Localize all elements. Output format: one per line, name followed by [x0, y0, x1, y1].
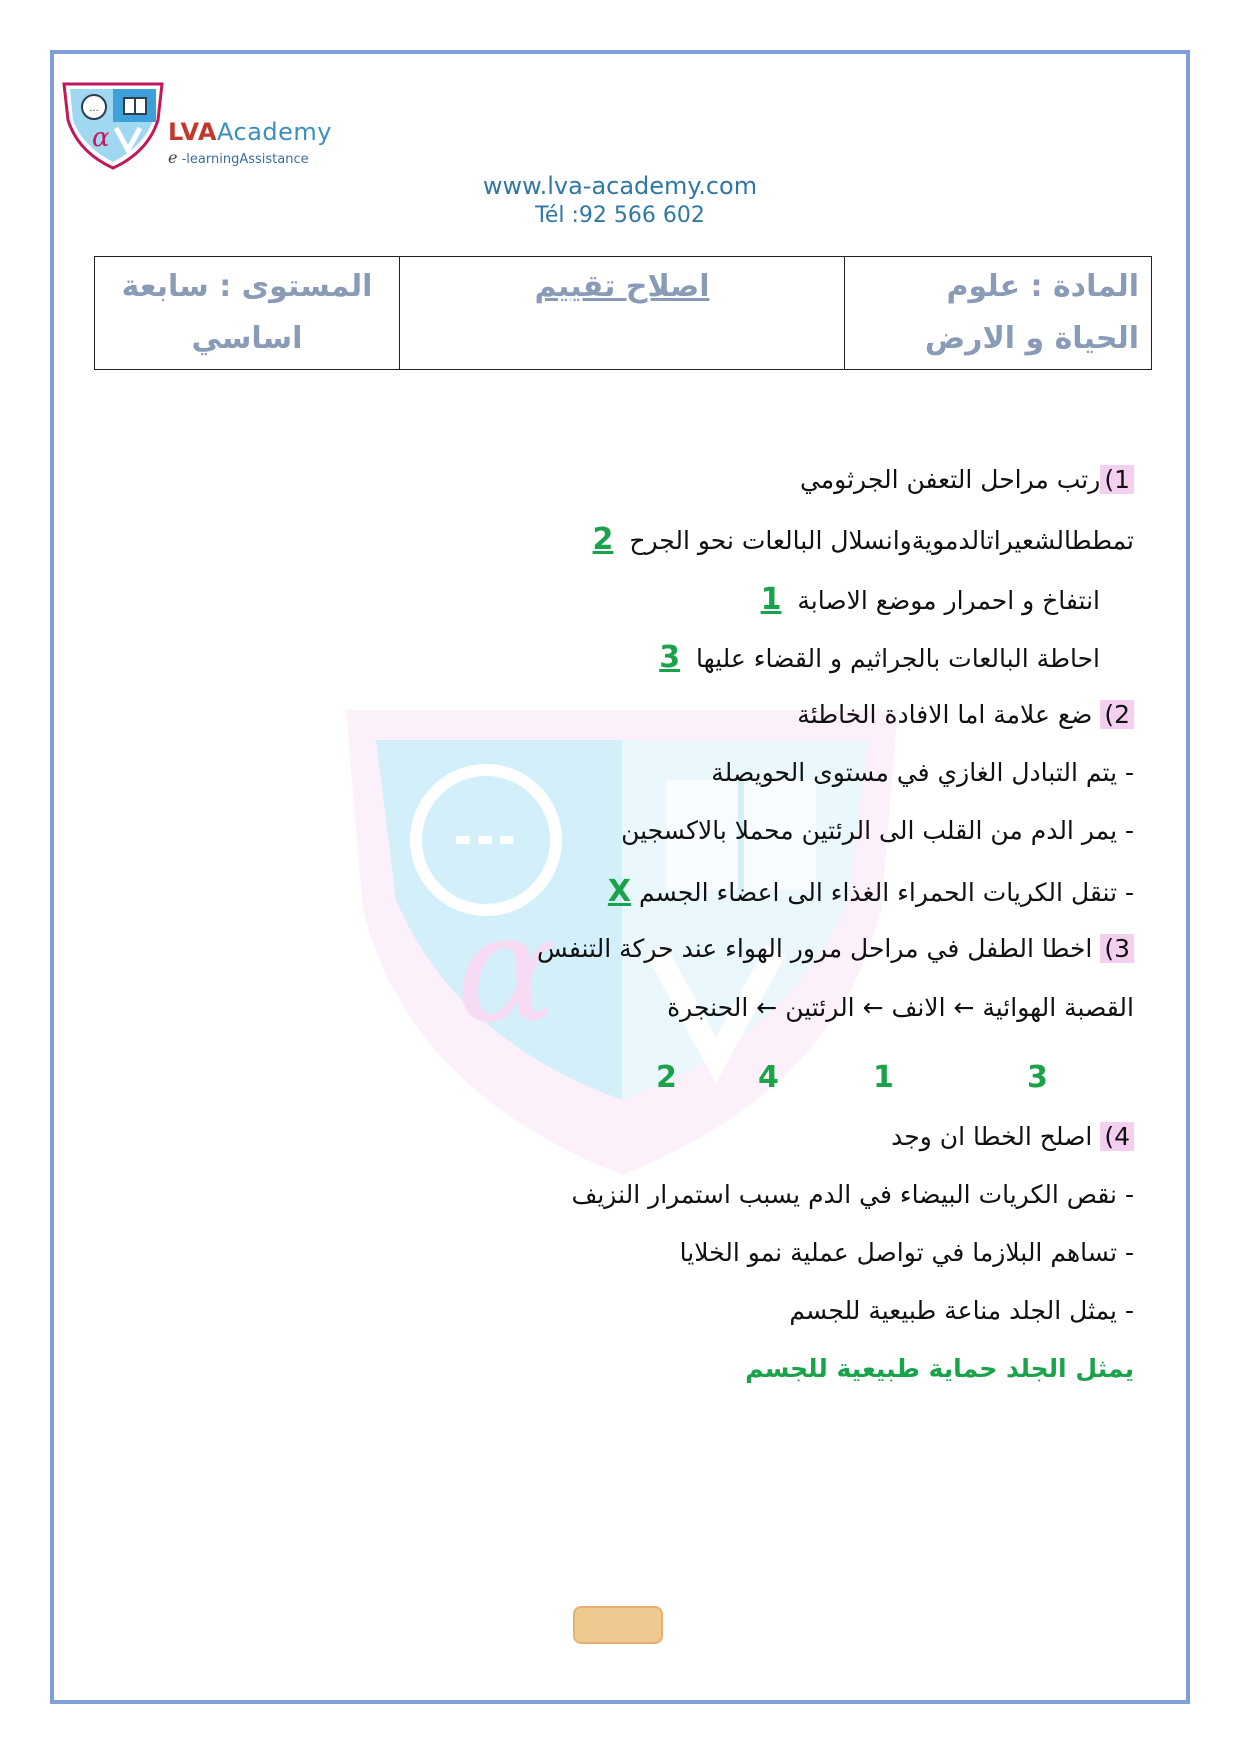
q2-item: - يتم التبادل الغازي في مستوى الحويصلة — [711, 758, 1134, 787]
q1-heading: 1)رتب مراحل التعفن الجرثومي — [800, 465, 1134, 494]
q1-answer: 2 — [592, 522, 614, 557]
page-title: اصلاح تقييم — [534, 269, 710, 304]
q1-item: انتفاخ و احمرار موضع الاصابة 1 — [760, 582, 1100, 617]
q3-order-number: 4 — [758, 1060, 779, 1095]
header-table — [94, 256, 1152, 370]
q3-order — [0, 1060, 1240, 1100]
q2-item: - يمر الدم من القلب الى الرئتين محملا بالاكسجين — [621, 816, 1134, 845]
page-number-tab — [573, 1606, 663, 1644]
q1-answer: 1 — [760, 582, 782, 617]
brand-name: LVAAcademy — [168, 118, 332, 146]
website-url[interactable]: www.lva-academy.com — [482, 172, 758, 200]
lva-academy-logo — [58, 80, 168, 170]
q1-answer: 3 — [659, 640, 681, 675]
q4-item: - يمثل الجلد مناعة طبيعية للجسم — [789, 1296, 1134, 1325]
brand — [168, 118, 332, 167]
svg-text:...: ... — [89, 103, 99, 114]
q3-order-number: 1 — [873, 1060, 894, 1095]
level-cell: المستوى : سابعة اساسي — [95, 257, 400, 370]
svg-text:α: α — [456, 882, 558, 1056]
svg-text:α: α — [92, 123, 110, 153]
q1-item: تمططالشعيراتالدمويةوانسلال البالعات نحو الجرح 2 — [592, 522, 1134, 557]
q2-heading: 2) ضع علامة اما الافادة الخاطئة — [797, 700, 1134, 729]
q2-answer-mark: X — [607, 874, 631, 909]
subject-cell: المادة : علوم الحياة و الارض — [845, 257, 1152, 370]
q4-heading: 4) اصلح الخطا ان وجد — [891, 1122, 1134, 1151]
q3-order-number: 2 — [656, 1060, 677, 1095]
q4-item: - تساهم البلازما في تواصل عملية نمو الخلايا — [679, 1238, 1134, 1267]
q3-heading: 3) اخطا الطفل في مراحل مرور الهواء عند حركة التنفس — [537, 934, 1134, 963]
q4-correction: يمثل الجلد حماية طبيعية للجسم — [745, 1354, 1134, 1383]
title-cell — [400, 257, 845, 370]
brand-tagline: e -learningAssistance — [168, 148, 309, 167]
q3-order-number: 3 — [1027, 1060, 1048, 1095]
q3-sequence: القصبة الهوائية ← الانف ← الرئتين ← الحنجرة — [667, 993, 1134, 1022]
q2-item: - تنقل الكريات الحمراء الغذاء الى اعضاء الجسم X — [607, 874, 1134, 909]
q1-item: احاطة البالعات بالجراثيم و القضاء عليها 3 — [659, 640, 1100, 675]
q4-item: - نقص الكريات البيضاء في الدم يسبب استمرار النزيف — [571, 1180, 1134, 1209]
phone-number: Tél :92 566 602 — [535, 203, 705, 228]
